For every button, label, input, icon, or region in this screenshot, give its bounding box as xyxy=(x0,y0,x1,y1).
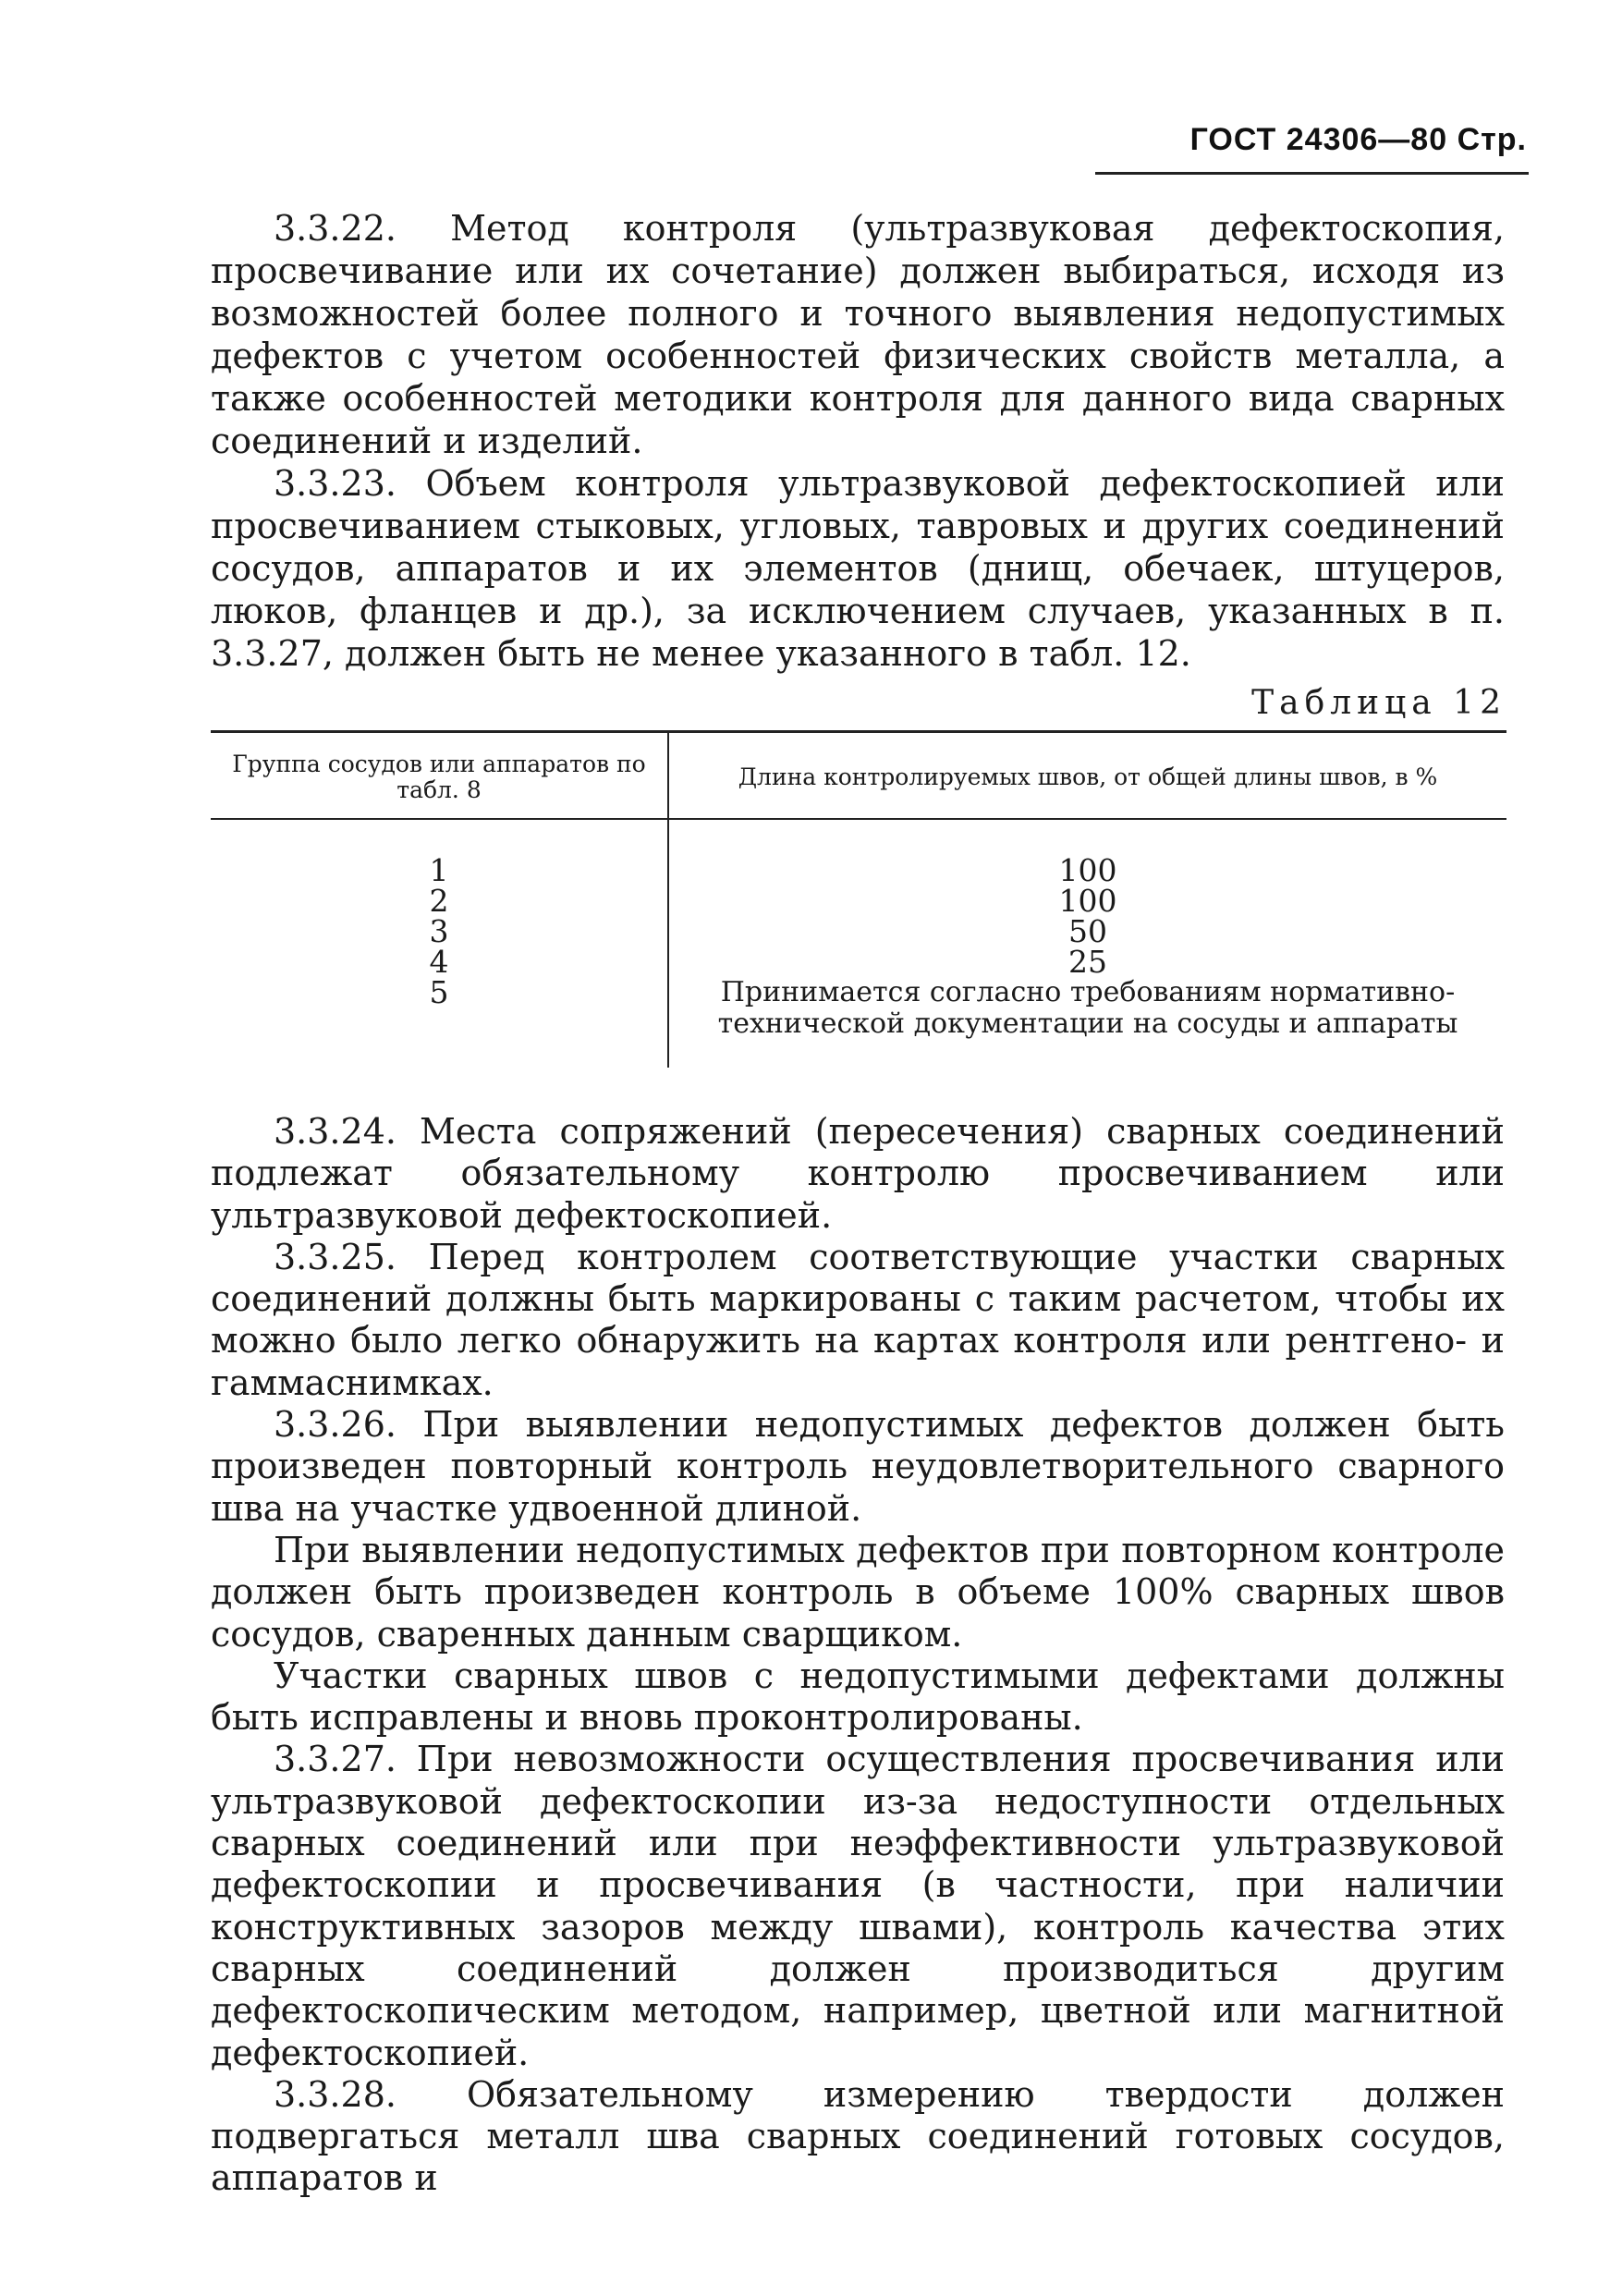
paragraph-3-3-24: 3.3.24. Места сопряжений (пересечения) сварных соединений подлежат обязательному контролю просвечиванием или ультразвуковой дефектоскопией. xyxy=(211,1111,1505,1236)
table-12 xyxy=(211,730,1506,1068)
table-cell-value: 100 xyxy=(1058,883,1117,919)
table-header-row xyxy=(211,732,1506,820)
table-cell-value: Принимается согласно требованиям нормативно-технической документации на сосуды и аппараты xyxy=(717,976,1458,1040)
table-caption: Таблица 12 xyxy=(1251,684,1506,722)
table-row xyxy=(211,819,1506,885)
paragraph-3-3-26: 3.3.26. При выявлении недопустимых дефектов должен быть произведен повторный контроль неудовлетворительного сварного шва на участке удвоенной длиной. xyxy=(211,1404,1505,1529)
table-header-group: Группа сосудов или аппаратов по табл. 8 xyxy=(211,732,668,820)
table-cell-group: 3 xyxy=(211,916,668,946)
header-rule xyxy=(1095,172,1529,175)
table-cell-value: 50 xyxy=(1068,913,1107,949)
paragraph-repeat-control: При выявлении недопустимых дефектов при повторном контроле должен быть произведен контроль в объеме 100% сварных швов сосудов, сваренных данным сварщиком. xyxy=(211,1529,1505,1655)
text-block-top xyxy=(211,207,1505,675)
table-header-length: Длина контролируемых швов, от общей длины швов, в % xyxy=(668,732,1506,820)
table-row xyxy=(211,946,1506,977)
table-cell-value: 100 xyxy=(1058,852,1117,888)
table-cell-group: 1 xyxy=(211,819,668,885)
page-header: ГОСТ 24306—80 Стр. xyxy=(1189,122,1527,157)
table-row xyxy=(211,977,1506,1068)
paragraph-3-3-27: 3.3.27. При невозможности осуществления просвечивания или ультразвуковой дефектоскопии из-за недоступности отдельных сварных соединений или при неэффективности ультразвуковой дефектоскопии и просвечивания (в частности, при наличии конструктивных зазоров между швами), контроль качества этих сварных соединений должен производиться другим дефектоскопическим методом, например, цветной или магнитной дефектоскопией. xyxy=(211,1739,1505,2073)
paragraph-3-3-23: 3.3.23. Объем контроля ультразвуковой дефектоскопией или просвечиванием стыковых, угловых, тавровых и других соединений сосудов, аппаратов и их элементов (днищ, обечаек, штуцеров, люков, фланцев и др.), за исключением случаев, указанных в п. 3.3.27, должен быть не менее указанного в табл. 12. xyxy=(211,463,1505,674)
table-cell-group: 2 xyxy=(211,885,668,916)
table-cell-group: 4 xyxy=(211,946,668,977)
paragraph-3-3-22: 3.3.22. Метод контроля (ультразвуковая дефектоскопия, просвечивание или их сочетание) должен выбираться, исходя из возможностей более полного и точного выявления недопустимых дефектов с учетом особенностей физических свойств металла, а также особенностей методики контроля для данного вида сварных соединений и изделий. xyxy=(211,208,1505,461)
table-row xyxy=(211,916,1506,946)
table-cell-group: 5 xyxy=(211,977,668,1068)
paragraph-3-3-25: 3.3.25. Перед контролем соответствующие участки сварных соединений должны быть маркированы с таким расчетом, чтобы их можно было легко обнаружить на картах контроля или рентгено- и гаммаснимках. xyxy=(211,1236,1505,1403)
text-block-bottom xyxy=(211,1111,1505,2200)
paragraph-3-3-28: 3.3.28. Обязательному измерению твердости должен подвергаться металл шва сварных соединений готовых сосудов, аппаратов и xyxy=(211,2073,1505,2199)
table-row xyxy=(211,885,1506,916)
paragraph-defect-repair: Участки сварных швов с недопустимыми дефектами должны быть исправлены и вновь проконтролированы. xyxy=(211,1655,1505,1739)
table-cell-value: 25 xyxy=(1068,944,1107,980)
